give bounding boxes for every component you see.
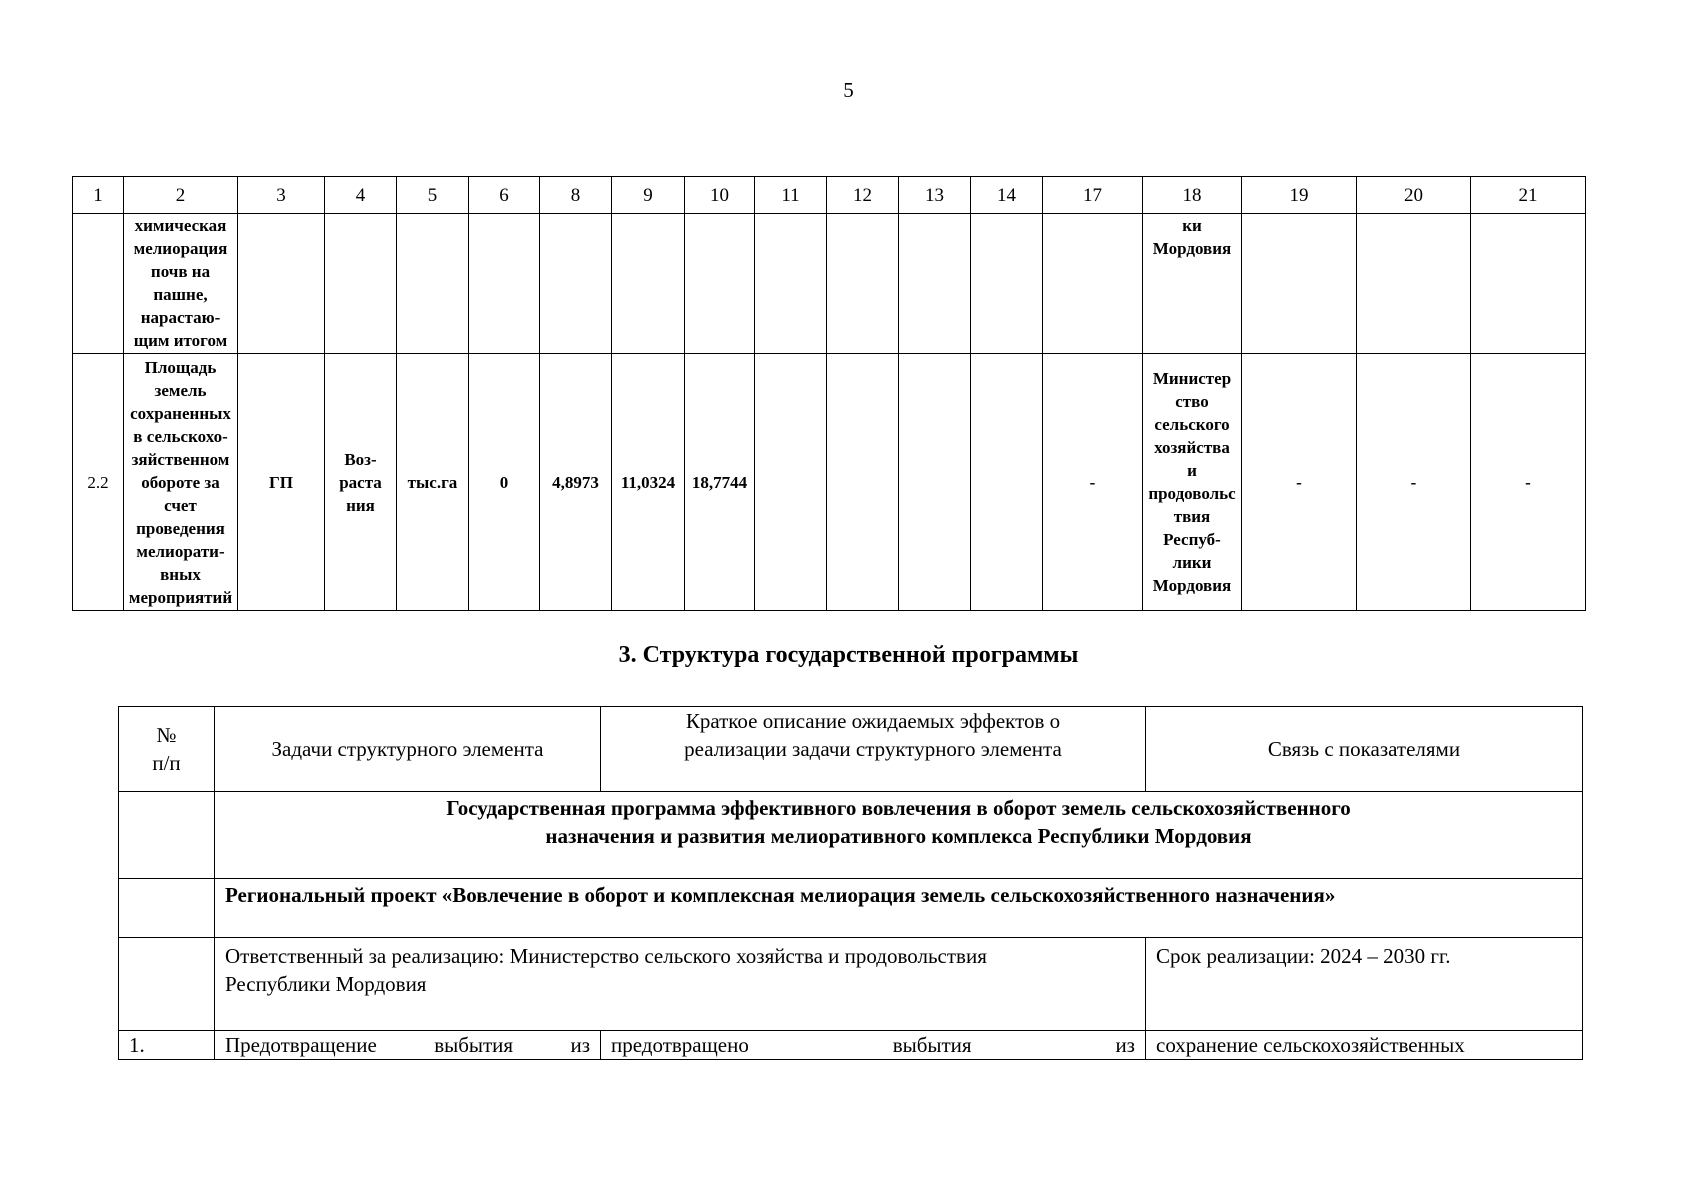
col-header: 21 xyxy=(1471,177,1586,214)
indicator-name-cell: Площадь земель сохраненных в сельскохо- зяйственном обороте за счет проведения мелиорати- вных мероприятий xyxy=(124,354,238,611)
col-header: 20 xyxy=(1357,177,1471,214)
col-header-number: № п/п xyxy=(119,707,215,792)
program-row xyxy=(119,792,1583,879)
row-number: 2.2 xyxy=(73,354,124,611)
value-cell: - xyxy=(1471,354,1586,611)
col-header-link: Связь с показателями xyxy=(1146,707,1583,792)
table-row xyxy=(73,354,1586,611)
col-header: 2 xyxy=(124,177,238,214)
task-cell: Предотвращение выбытия из xyxy=(215,1031,601,1060)
col-header: 19 xyxy=(1242,177,1357,214)
responsible-text: Ответственный за реализацию: Министерство сельского хозяйства и продовольствия Республики Мордовия xyxy=(215,938,1146,1031)
value-cell: 0 xyxy=(469,354,540,611)
indicators-table xyxy=(72,176,1586,611)
col-header: 18 xyxy=(1143,177,1242,214)
indicator-name-cell: химическая мелиорация почв на пашне, нарастаю- щим итогом xyxy=(124,214,238,354)
responsible-cell: ки Мордовия xyxy=(1143,214,1242,354)
col-header: 4 xyxy=(325,177,397,214)
value-cell: - xyxy=(1242,354,1357,611)
col-header: 6 xyxy=(469,177,540,214)
col-header: 9 xyxy=(612,177,685,214)
col-header: 10 xyxy=(685,177,755,214)
link-cell: сохранение сельскохозяйственных xyxy=(1146,1031,1583,1060)
trend-cell: Воз- раста ния xyxy=(325,354,397,611)
table-header-row xyxy=(73,177,1586,214)
program-title: Государственная программа эффективного вовлечения в оборот земель сельскохозяйственного назначения и развития мелиоративного комплекса Республики Мордовия xyxy=(215,792,1583,879)
table-row xyxy=(119,1031,1583,1060)
col-header: 12 xyxy=(827,177,899,214)
col-header: 11 xyxy=(755,177,827,214)
col-header: 14 xyxy=(971,177,1043,214)
table-row xyxy=(73,214,1586,354)
col-header: 8 xyxy=(540,177,612,214)
table-header-row xyxy=(119,707,1583,792)
col-header: 1 xyxy=(73,177,124,214)
value-cell: 18,7744 xyxy=(685,354,755,611)
col-header: 3 xyxy=(238,177,325,214)
structure-table xyxy=(118,706,1583,1060)
value-cell: - xyxy=(1043,354,1143,611)
project-row xyxy=(119,879,1583,938)
value-cell: - xyxy=(1357,354,1471,611)
value-cell: 4,8973 xyxy=(540,354,612,611)
responsible-row xyxy=(119,938,1583,1031)
term-text: Срок реализации: 2024 – 2030 гг. xyxy=(1146,938,1583,1031)
row-number: 1. xyxy=(119,1031,215,1060)
effect-cell: предотвращено выбытия из xyxy=(601,1031,1146,1060)
col-header: 5 xyxy=(397,177,469,214)
col-header-effects: Краткое описание ожидаемых эффектов о реализации задачи структурного элемента xyxy=(601,707,1146,792)
col-header: 13 xyxy=(899,177,971,214)
responsible-cell: Министер ство сельского хозяйства и продовольс твия Респуб- лики Мордовия xyxy=(1143,354,1242,611)
unit-cell: тыс.га xyxy=(397,354,469,611)
col-header: 17 xyxy=(1043,177,1143,214)
value-cell: 11,0324 xyxy=(612,354,685,611)
project-title: Региональный проект «Вовлечение в оборот и комплексная мелиорация земель сельскохозяйственного назначения» xyxy=(215,879,1583,938)
page-number: 5 xyxy=(843,78,854,102)
col-header-tasks: Задачи структурного элемента xyxy=(215,707,601,792)
section-title: 3. Структура государственной программы xyxy=(618,642,1079,668)
level-cell: ГП xyxy=(238,354,325,611)
